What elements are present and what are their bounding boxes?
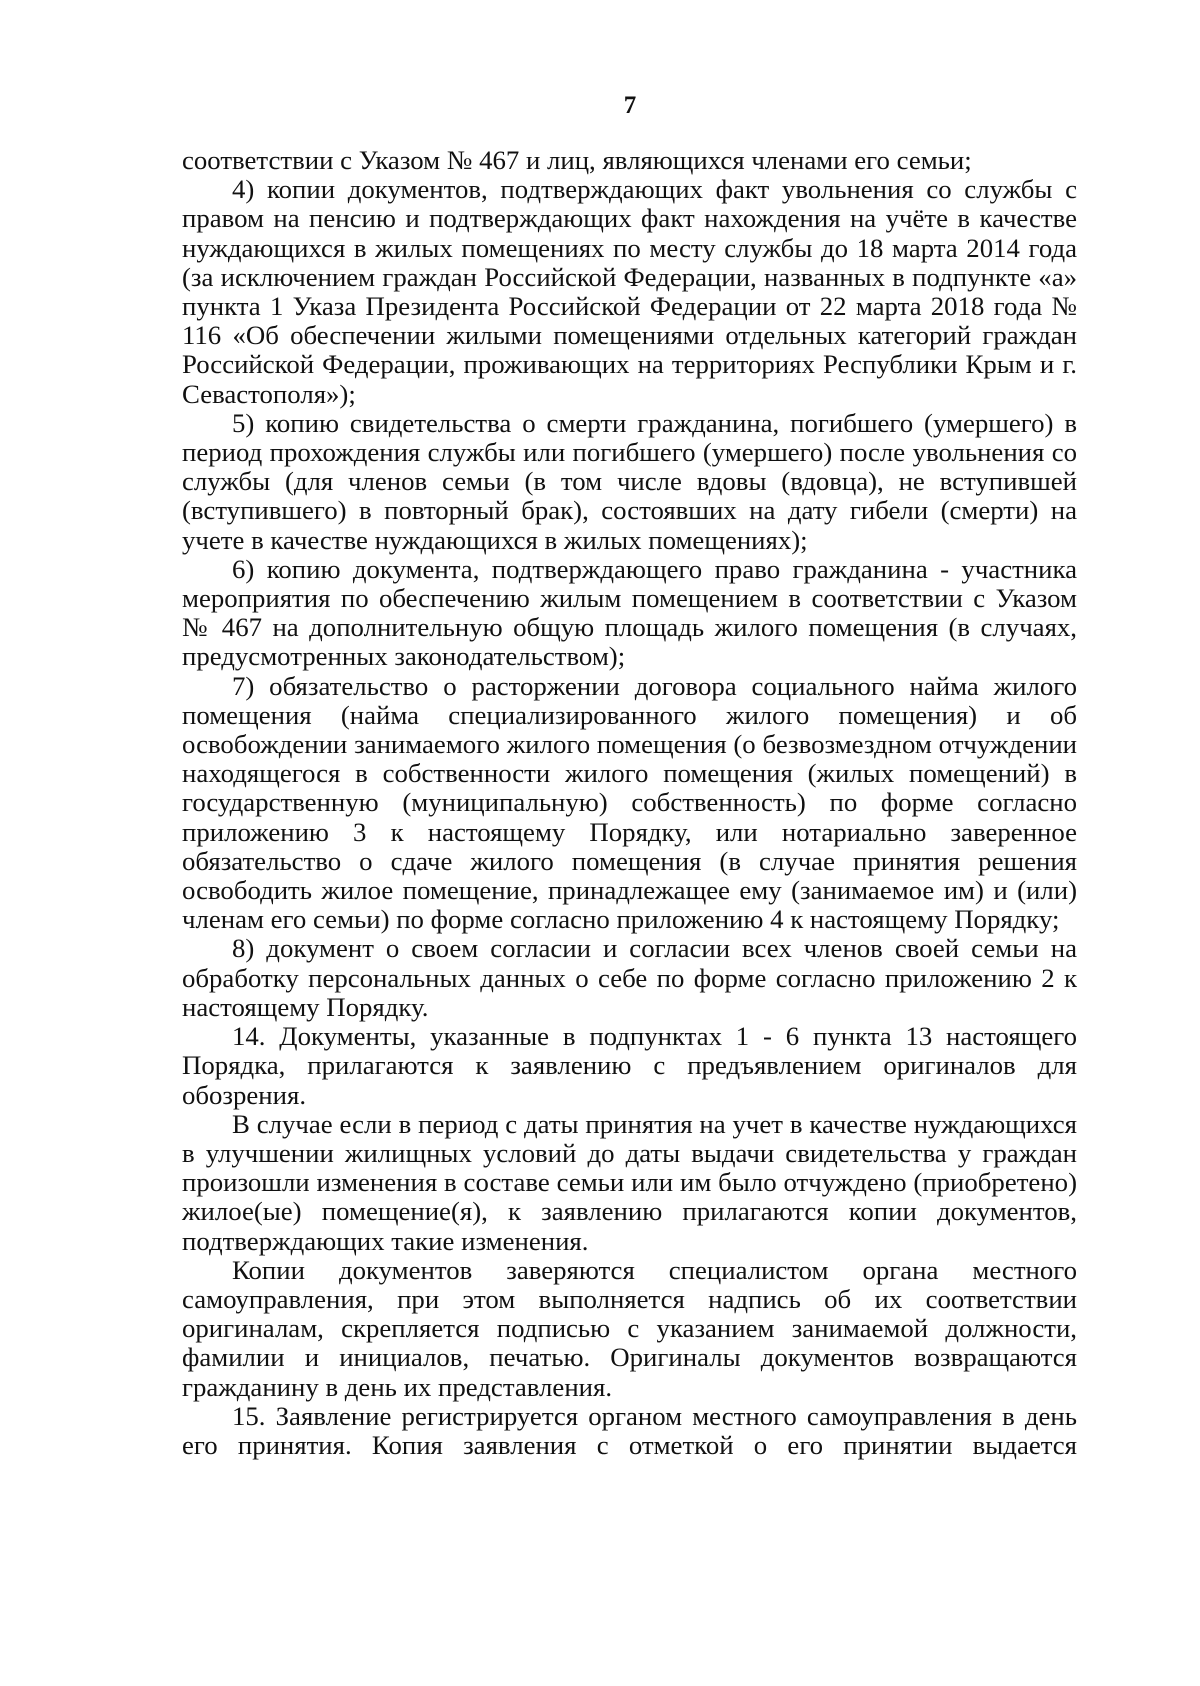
paragraph-item-5: 5) копию свидетельства о смерти гражданина, погибшего (умершего) в период прохождения службы или погибшего (умершего) после увольнения со службы (для членов семьи (в том числе вдовы (вдовца), не вступившей (вступившего) в повторный брак), состоявших на дату гибели (смерти) на учете в качестве нуждающихся в жилых помещениях); <box>182 407 1077 555</box>
paragraph-copies-certification: Копии документов заверяются специалистом органа местного самоуправления, при этом выполняется надпись об их соответствии оригиналам, скрепляется подписью с указанием занимаемой должности, фамилии и инициалов, печатью. Оригиналы документов возвращаются гражданину в день их представления. <box>182 1254 1077 1402</box>
paragraph-item-7: 7) обязательство о расторжении договора социального найма жилого помещения (найма специализированного жилого помещения) и об освобождении занимаемого жилого помещения (о безвозмездном отчуждении находящегося в собственности жилого помещения (жилых помещений) в государственную (муниципальную) собственность) по форме согласно приложению 3 к настоящему Порядку, или нотариально заверенное обязательство о сдаче жилого помещения (в случае принятия решения освободить жилое помещение, принадлежащее ему (занимаемое им) и (или) членам его семьи) по форме согласно приложению 4 к настоящему Порядку; <box>182 670 1077 935</box>
paragraph-clause-14: 14. Документы, указанные в подпунктах 1 - 6 пункта 13 настоящего Порядка, прилагаются к заявлению с предъявлением оригиналов для обозрения. <box>182 1021 1077 1110</box>
paragraph-clause-15: 15. Заявление регистрируется органом местного самоуправления в день его принятия. Копия заявления с отметкой о его принятии выдается <box>182 1400 1077 1460</box>
paragraph-item-4: 4) копии документов, подтверждающих факт увольнения со службы с правом на пенсию и подтверждающих факт нахождения на учёте в качестве нуждающихся в жилых помещениях по месту службы до 18 марта 2014 года (за исключением граждан Российской Федерации, названных в подпункте «а» пункта 1 Указа Президента Российской Федерации от 22 марта 2018 года № 116 «Об обеспечении жилыми помещениями отдельных категорий граждан Российской Федерации, проживающих на территориях Республики Крым и г. Севастополя»); <box>182 174 1077 409</box>
paragraph-item-6: 6) копию документа, подтверждающего право гражданина - участника мероприятия по обеспечению жилым помещением в соответствии с Указом № 467 на дополнительную общую площадь жилого помещения (в случаях, предусмотренных законодательством); <box>182 553 1077 672</box>
document-body <box>182 146 1077 1460</box>
paragraph-item-8: 8) документ о своем согласии и согласии всех членов своей семьи на обработку персональных данных о себе по форме согласно приложению 2 к настоящему Порядку. <box>182 933 1077 1022</box>
paragraph-family-changes: В случае если в период с даты принятия на учет в качестве нуждающихся в улучшении жилищных условий до даты выдачи свидетельства у граждан произошли изменения в составе семьи или им было отчуждено (приобретено) жилое(ые) помещение(я), к заявлению прилагаются копии документов, подтверждающих такие изменения. <box>182 1108 1077 1256</box>
page-number: 7 <box>623 92 637 119</box>
paragraph-continuation: соответствии с Указом № 467 и лиц, являющихся членами его семьи; <box>182 145 972 175</box>
